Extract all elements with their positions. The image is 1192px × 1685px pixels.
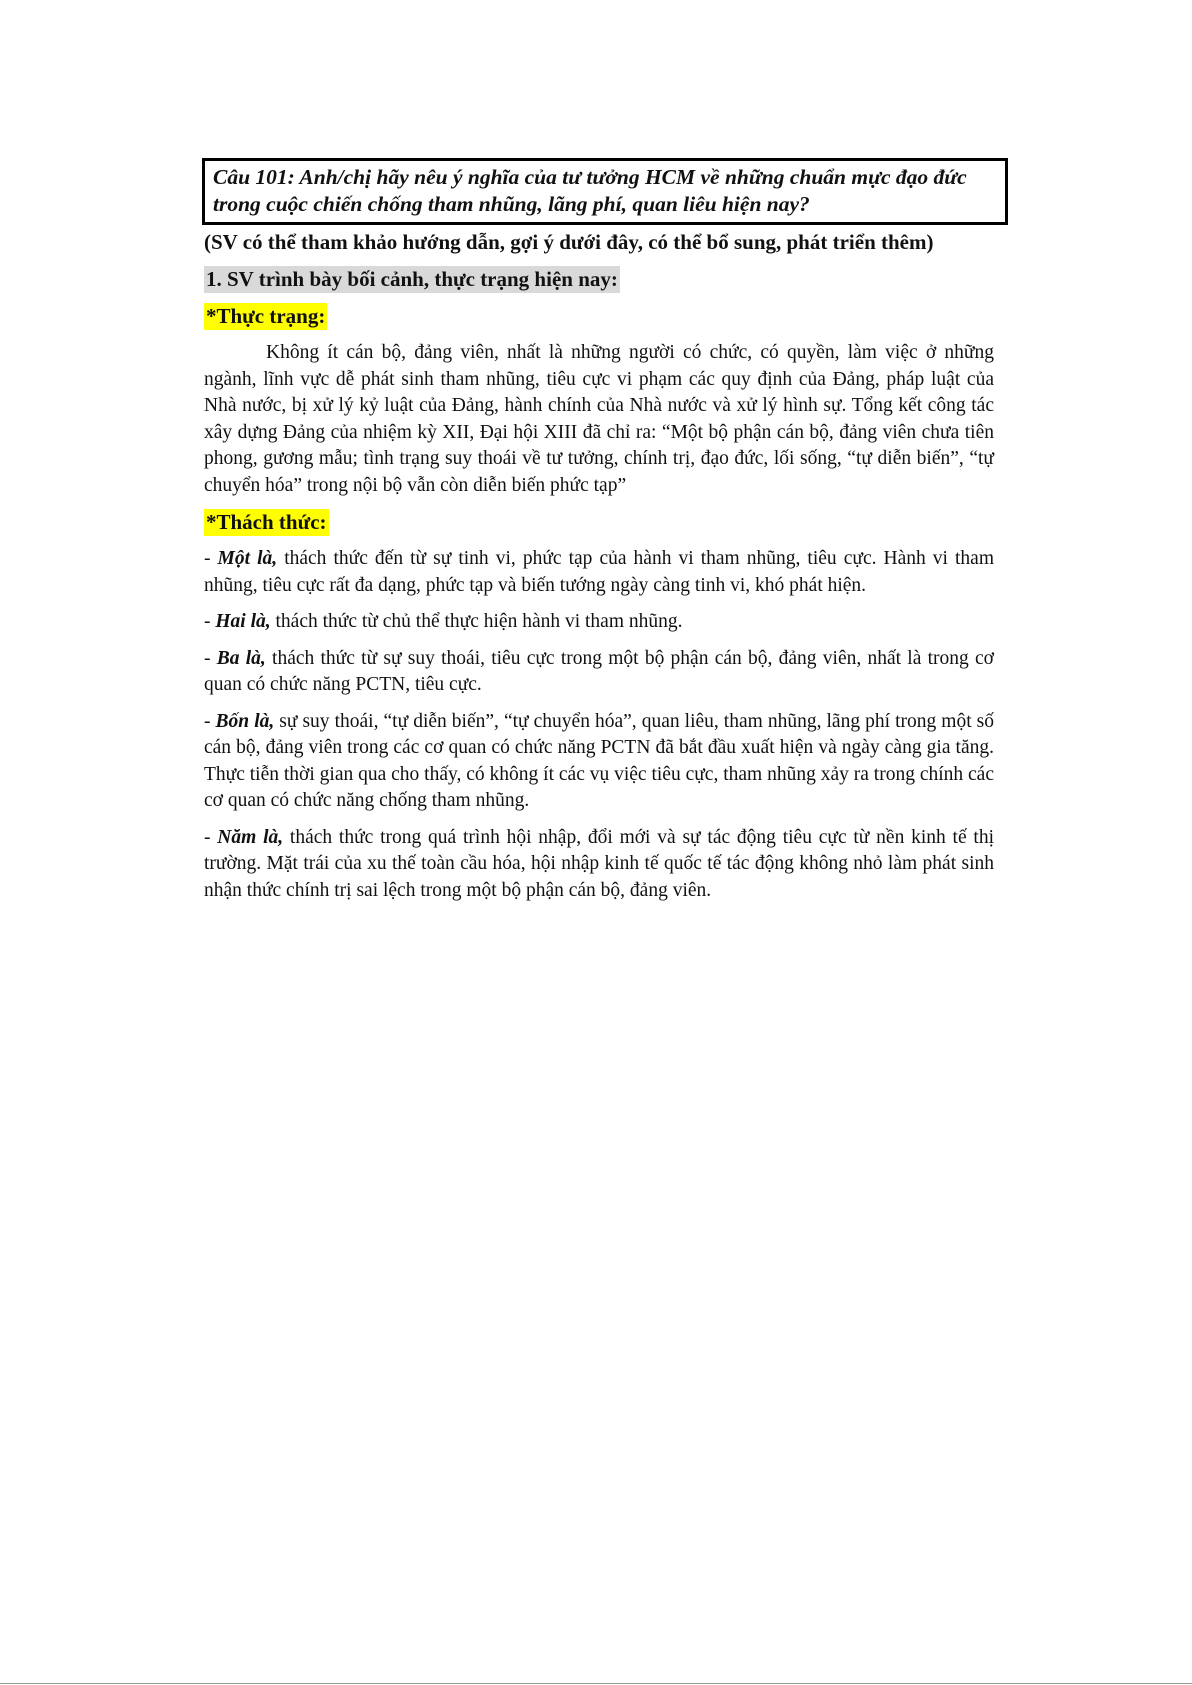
thuc-trang-label: *Thực trạng: [206, 304, 326, 328]
challenge-item-3: - Ba là, thách thức từ sự suy thoái, tiêu cực trong một bộ phận cán bộ, đảng viên, nhất là trong cơ quan có chức năng PCTN, tiêu cực. [204, 647, 994, 695]
page-bottom-divider [0, 1683, 1192, 1684]
document-page [204, 158, 994, 904]
challenge-item-2: - Hai là, thách thức từ chủ thể thực hiện hành vi tham nhũng. [204, 611, 683, 632]
challenge-item-4: - Bốn là, sự suy thoái, “tự diễn biến”, “tự chuyển hóa”, quan liêu, tham nhũng, lãng phí trong một số cán bộ, đảng viên trong các cơ quan có chức năng PCTN đã bắt đầu xuất hiện và ngày càng gia tăng. Thực tiễn thời gian qua cho thấy, có không ít các vụ việc tiêu cực, tham nhũng xảy ra trong chính các cơ quan có chức năng chống tham nhũng. [204, 710, 994, 811]
section-heading: 1. SV trình bày bối cảnh, thực trạng hiện nay: [206, 267, 618, 291]
challenge-item-1: - Một là, thách thức đến từ sự tinh vi, phức tạp của hành vi tham nhũng, tiêu cực. Hành vi tham nhũng, tiêu cực rất đa dạng, phức tạp và biến tướng ngày càng tinh vi, khó phát hiện. [204, 548, 995, 596]
thach-thuc-label: *Thách thức: [206, 510, 327, 534]
challenge-item-5: - Năm là, thách thức trong quá trình hội nhập, đổi mới và sự tác động tiêu cực từ nền kinh tế thị trường. Mặt trái của xu thế toàn cầu hóa, hội nhập kinh tế quốc tế tác động không nhỏ làm phát sinh nhận thức chính trị sai lệch trong một bộ phận cán bộ, đảng viên. [204, 826, 995, 901]
guidance-note: (SV có thể tham khảo hướng dẫn, gợi ý dưới đây, có thể bổ sung, phát triển thêm) [204, 230, 934, 254]
question-box: Câu 101: Anh/chị hãy nêu ý nghĩa của tư tưởng HCM về những chuẩn mực đạo đức trong cuộc chiến chống tham nhũng, lãng phí, quan liêu hiện nay? [202, 158, 1008, 225]
thuc-trang-paragraph: Không ít cán bộ, đảng viên, nhất là những người có chức, có quyền, làm việc ở những ngành, lĩnh vực dễ phát sinh tham nhũng, tiêu cực vi phạm các quy định của Đảng, pháp luật của Nhà nước, bị xử lý kỷ luật của Đảng, hành chính của Nhà nước và xử lý hình sự. Tổng kết công tác xây dựng Đảng của nhiệm kỳ XII, Đại hội XIII đã chỉ ra: “Một bộ phận cán bộ, đảng viên chưa tiên phong, gương mẫu; tình trạng suy thoái về tư tưởng, chính trị, đạo đức, lối sống, “tự diễn biến”, “tự chuyển hóa” trong nội bộ vẫn còn diễn biến phức tạp” [204, 342, 994, 496]
